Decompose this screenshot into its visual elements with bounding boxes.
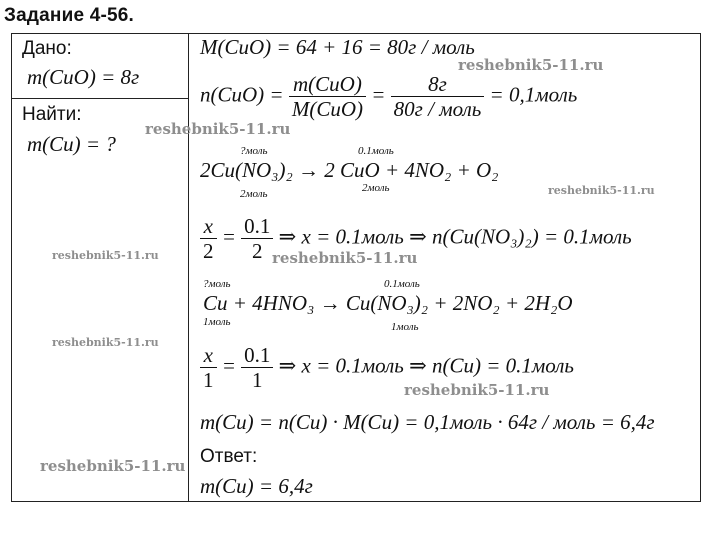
given-mass: m(CuO) = 8г: [27, 65, 140, 89]
reaction1-above-right: 0.1моль: [358, 145, 394, 157]
amount-result: = 0,1моль: [489, 82, 578, 107]
given-header: Дано:: [22, 38, 72, 59]
amount-line: [200, 72, 577, 121]
molar-mass-line: M(CuO) = 64 + 16 = 80г / моль: [200, 35, 475, 59]
proportion1-left-den: 2: [203, 239, 214, 263]
amount-fraction-2-numerator: 8г: [391, 72, 485, 97]
amount-equals: =: [371, 82, 386, 107]
reaction2-above-right: 0.1моль: [384, 278, 420, 290]
reaction1-below-right: 2моль: [362, 182, 390, 194]
proportion1-left-num: x: [200, 214, 217, 239]
given-find-divider: [11, 98, 189, 99]
find-target: m(Cu) = ?: [27, 132, 116, 156]
final-calculation: m(Cu) = n(Cu) · M(Cu) = 0,1моль · 64г / моль = 6,4г: [200, 410, 655, 434]
reaction2-below-left: 1моль: [203, 316, 231, 328]
proportion1-rest: ⇒ x = 0.1моль ⇒ n(Cu(NO₃)₂) = 0.1моль: [278, 224, 632, 249]
watermark: reshebnik5-11.ru: [40, 457, 186, 475]
amount-fraction-1-numerator: m(CuO): [289, 72, 366, 97]
amount-fraction-2: [391, 72, 485, 121]
column-divider: [188, 33, 189, 502]
answer-header: Ответ:: [200, 446, 258, 467]
reaction1-above-left: ?моль: [240, 145, 268, 157]
proportion2-right-num: 0.1: [241, 343, 273, 368]
proportion2-right-fraction: [241, 343, 273, 392]
proportion2-equals: =: [221, 353, 236, 378]
amount-fraction-1-denominator: M(CuO): [291, 97, 363, 121]
proportion2-left-den: 1: [203, 368, 214, 392]
amount-lhs: n(CuO) =: [200, 82, 284, 107]
reaction2-equation: Cu + 4HNO₃ → Cu(NO₃)₂ + 2NO₂ + 2H₂O: [203, 291, 573, 315]
watermark: reshebnik5-11.ru: [52, 336, 159, 349]
reaction1-equation: 2Cu(NO₃)₂ → 2 CuO + 4NO₂ + O₂: [200, 158, 499, 182]
watermark: reshebnik5-11.ru: [145, 120, 291, 138]
amount-fraction-2-denominator: 80г / моль: [393, 97, 482, 121]
watermark: reshebnik5-11.ru: [272, 249, 418, 267]
reaction2-below-right: 1моль: [391, 321, 419, 333]
proportion1-right-fraction: [241, 214, 273, 263]
watermark: reshebnik5-11.ru: [548, 184, 655, 197]
proportion2-left-fraction: [200, 343, 217, 392]
watermark: reshebnik5-11.ru: [458, 56, 604, 74]
proportion2-rest: ⇒ x = 0.1моль ⇒ n(Cu) = 0.1моль: [278, 353, 574, 378]
proportion1-right-den: 2: [252, 239, 263, 263]
reaction2-above-left: ?моль: [203, 278, 231, 290]
reaction1-below-left: 2моль: [240, 188, 268, 200]
watermark: reshebnik5-11.ru: [404, 381, 550, 399]
proportion1-equals: =: [221, 224, 236, 249]
answer-value: m(Cu) = 6,4г: [200, 474, 313, 498]
proportion2-left-num: x: [200, 343, 217, 368]
proportion2-right-den: 1: [252, 368, 263, 392]
proportion1-right-num: 0.1: [241, 214, 273, 239]
watermark: reshebnik5-11.ru: [52, 249, 159, 262]
amount-fraction-1: [289, 72, 366, 121]
find-header: Найти:: [22, 104, 82, 125]
proportion1-left-fraction: [200, 214, 217, 263]
page-title: Задание 4-56.: [4, 5, 135, 26]
